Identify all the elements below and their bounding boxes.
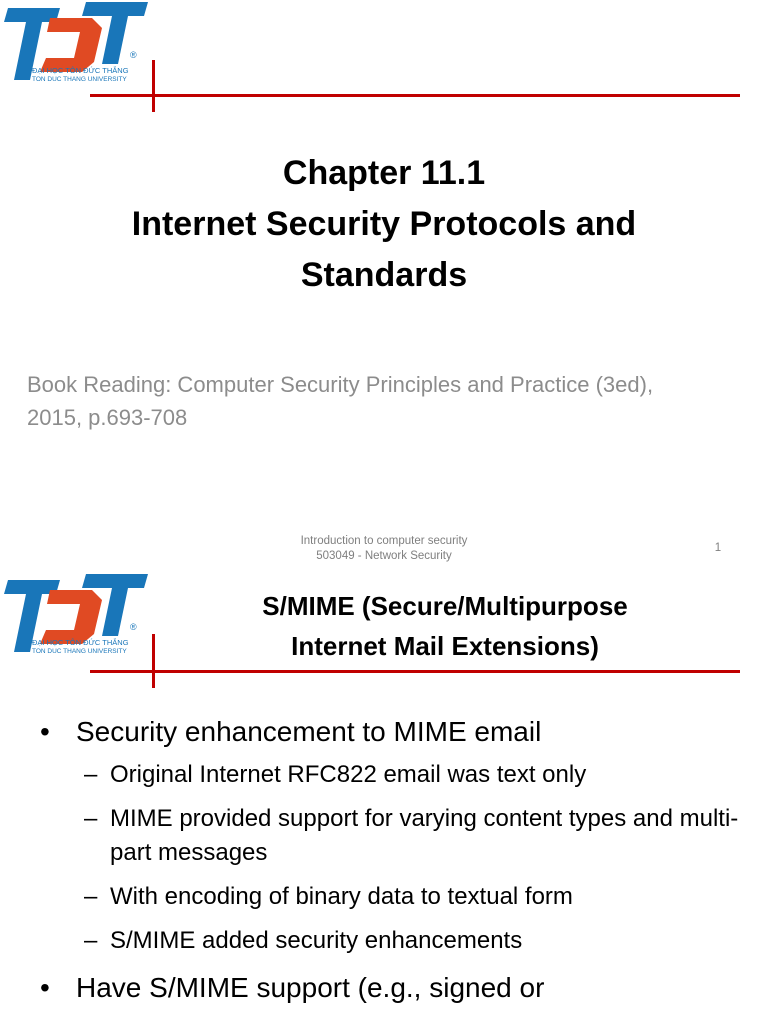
sub-bullet-text: MIME provided support for varying content types and multi-part messages (110, 805, 739, 866)
logo-text-vn: ĐẠI HỌC TÔN ĐỨC THẮNG (32, 66, 129, 75)
footer-code: 503049 - Network Security (316, 550, 452, 562)
header-rule (90, 94, 740, 97)
title-line: Chapter 11.1 (282, 154, 486, 192)
footer-course: Introduction to computer security (300, 535, 468, 547)
slide-2 (0, 572, 768, 1024)
sub-bullet-text: S/MIME added security enhancements (110, 927, 523, 954)
bullet-text: Security enhancement to MIME email (76, 716, 542, 747)
registered-mark: ® (130, 622, 137, 632)
title-line: Internet Security Protocols and (131, 205, 637, 243)
bullet-list (40, 712, 760, 1014)
slide-title (60, 148, 708, 301)
title-line: Standards (300, 256, 468, 294)
header-rule (90, 670, 740, 673)
registered-mark: ® (130, 50, 137, 60)
logo-text-vn: ĐẠI HỌC TÔN ĐỨC THẮNG (32, 638, 129, 647)
logo-text-en: TON DUC THANG UNIVERSITY (32, 76, 127, 83)
header-tick (152, 60, 155, 112)
logo-text-en: TON DUC THANG UNIVERSITY (32, 648, 127, 655)
dash-symbol: – (84, 927, 98, 954)
university-logo (0, 572, 150, 662)
subtitle-line: Book Reading: Computer Security Principles and Practice (3ed), (27, 372, 654, 397)
university-logo (0, 0, 150, 90)
page-number: 1 (714, 542, 722, 554)
bullet-symbol: • (40, 972, 50, 1003)
book-reading-subtitle (27, 368, 747, 434)
dash-symbol: – (84, 805, 98, 832)
bullet-text: Have S/MIME support (e.g., signed or (76, 972, 545, 1003)
sub-bullet-item (40, 802, 760, 870)
bullet-item (40, 968, 760, 1008)
sub-bullet-text: With encoding of binary data to textual form (110, 883, 573, 910)
slide-footer (260, 534, 508, 564)
title-line: S/MIME (Secure/Multipurpose (262, 591, 628, 621)
sub-bullet-item (40, 758, 760, 792)
sub-bullet-item (40, 880, 760, 914)
header-tick (152, 634, 155, 688)
subtitle-line: 2015, p.693-708 (27, 405, 188, 430)
bullet-symbol: • (40, 716, 50, 747)
title-line: Internet Mail Extensions) (291, 631, 599, 661)
bullet-item (40, 712, 760, 752)
dash-symbol: – (84, 761, 98, 788)
sub-bullet-text: Original Internet RFC822 email was text only (110, 761, 587, 788)
dash-symbol: – (84, 883, 98, 910)
slide-title (160, 586, 730, 666)
sub-bullet-item (40, 924, 760, 958)
